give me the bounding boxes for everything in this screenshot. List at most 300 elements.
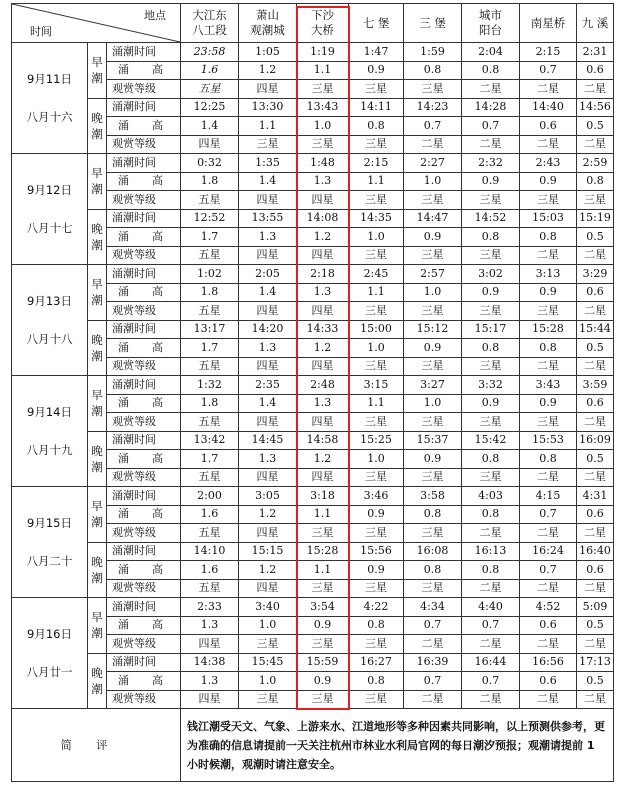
lunar-date: 八月廿一 bbox=[26, 665, 73, 679]
value-cell-time: 4:40 bbox=[462, 598, 520, 617]
value-cell-rating: 五星 bbox=[181, 302, 239, 321]
value-cell-height: 1.3 bbox=[239, 339, 297, 358]
tide-row-time bbox=[12, 542, 614, 561]
evening-tide-label bbox=[88, 98, 107, 154]
value-cell-time: 14:40 bbox=[520, 98, 577, 117]
tide-label-char: 潮 bbox=[91, 182, 103, 197]
value-cell-time: 15:00 bbox=[349, 320, 404, 339]
tide-label-char: 晚 bbox=[91, 665, 103, 680]
value-cell-rating: 二星 bbox=[462, 135, 520, 154]
value-cell-rating: 二星 bbox=[520, 357, 577, 376]
evening-tide-label bbox=[88, 209, 107, 265]
value-cell-rating: 四星 bbox=[297, 246, 349, 265]
value-cell-rating: 二星 bbox=[520, 80, 577, 99]
header-column-text: 九 溪 bbox=[581, 15, 609, 30]
value-cell-rating: 四星 bbox=[239, 524, 297, 543]
value-cell-rating: 三星 bbox=[349, 191, 404, 210]
value-cell-height: 0.8 bbox=[462, 505, 520, 524]
value-cell-time: 15:53 bbox=[520, 431, 577, 450]
value-cell-rating: 二星 bbox=[577, 468, 614, 487]
value-cell-rating: 四星 bbox=[239, 579, 297, 598]
date-gap bbox=[12, 198, 87, 220]
value-cell-time: 3:18 bbox=[297, 487, 349, 506]
header-column-text: 三 堡 bbox=[419, 15, 446, 30]
tide-label-char: 潮 bbox=[91, 459, 103, 474]
value-cell-height: 0.9 bbox=[520, 283, 577, 302]
value-cell-height: 0.7 bbox=[404, 672, 462, 691]
value-cell-rating: 四星 bbox=[239, 80, 297, 99]
lunar-date: 八月十八 bbox=[26, 332, 73, 346]
value-cell-height: 0.9 bbox=[349, 61, 404, 80]
value-cell-rating: 三星 bbox=[404, 191, 462, 210]
item-label-text: 高 bbox=[152, 562, 163, 576]
value-cell-time: 14:10 bbox=[181, 542, 239, 561]
solar-date: 9月16日 bbox=[27, 627, 72, 641]
value-cell-time: 2:32 bbox=[462, 154, 520, 173]
value-cell-height: 1.1 bbox=[239, 117, 297, 136]
date-gap bbox=[12, 531, 87, 553]
value-cell-height: 0.9 bbox=[404, 339, 462, 358]
value-cell-time: 2:15 bbox=[520, 43, 577, 62]
date-gap bbox=[12, 87, 87, 109]
value-cell-height: 0.8 bbox=[462, 450, 520, 469]
value-cell-height: 0.5 bbox=[577, 228, 614, 247]
value-cell-time: 2:18 bbox=[297, 265, 349, 284]
tide-table-container bbox=[11, 3, 613, 782]
header-time-label: 时间 bbox=[30, 25, 52, 38]
tide-label-char: 早 bbox=[91, 388, 103, 403]
value-cell-time: 15:42 bbox=[462, 431, 520, 450]
item-label-rating: 观赏等级 bbox=[107, 468, 181, 487]
value-cell-rating: 三星 bbox=[404, 468, 462, 487]
value-cell-height: 0.5 bbox=[577, 616, 614, 635]
value-cell-height: 0.8 bbox=[462, 61, 520, 80]
header-column-text: 下沙 bbox=[311, 8, 335, 22]
value-cell-height: 0.7 bbox=[520, 505, 577, 524]
date-cell bbox=[12, 43, 88, 154]
value-cell-rating: 二星 bbox=[577, 524, 614, 543]
tide-row-time bbox=[12, 598, 614, 617]
value-cell-rating: 二星 bbox=[577, 690, 614, 709]
tide-label-char: 潮 bbox=[91, 293, 103, 308]
value-cell-time: 14:38 bbox=[181, 653, 239, 672]
value-cell-rating: 二星 bbox=[520, 635, 577, 654]
value-cell-height: 1.1 bbox=[349, 283, 404, 302]
value-cell-time: 2:48 bbox=[297, 376, 349, 395]
header-column-text: 城市 bbox=[479, 8, 503, 22]
header-column-3 bbox=[297, 4, 349, 43]
date-gap bbox=[12, 309, 87, 331]
value-cell-rating: 三星 bbox=[404, 302, 462, 321]
value-cell-time: 14:45 bbox=[239, 431, 297, 450]
tide-label-char: 潮 bbox=[91, 126, 103, 141]
value-cell-rating: 三星 bbox=[349, 302, 404, 321]
value-cell-time: 15:28 bbox=[297, 542, 349, 561]
tide-label-char: 潮 bbox=[91, 626, 103, 641]
tide-label-char: 早 bbox=[91, 610, 103, 625]
tide-label-char: 潮 bbox=[91, 348, 103, 363]
value-cell-height: 0.7 bbox=[462, 616, 520, 635]
value-cell-rating: 四星 bbox=[239, 246, 297, 265]
value-cell-time: 13:30 bbox=[239, 98, 297, 117]
tide-forecast-table bbox=[11, 3, 614, 782]
value-cell-height: 1.8 bbox=[181, 394, 239, 413]
item-label-rating: 观赏等级 bbox=[107, 413, 181, 432]
item-label-text: 涌 bbox=[118, 63, 129, 77]
value-cell-height: 1.3 bbox=[297, 172, 349, 191]
value-cell-rating: 二星 bbox=[520, 690, 577, 709]
tide-label-char: 晚 bbox=[91, 221, 103, 236]
value-cell-rating: 三星 bbox=[520, 413, 577, 432]
value-cell-rating: 五星 bbox=[181, 468, 239, 487]
value-cell-time: 3:29 bbox=[577, 265, 614, 284]
value-cell-time: 15:37 bbox=[404, 431, 462, 450]
item-label-text: 涌 bbox=[118, 562, 129, 576]
item-label-time: 涌潮时间 bbox=[107, 653, 181, 672]
value-cell-time: 14:52 bbox=[462, 209, 520, 228]
value-cell-rating: 二星 bbox=[520, 246, 577, 265]
value-cell-height: 1.3 bbox=[239, 450, 297, 469]
item-label-text: 高 bbox=[152, 63, 163, 77]
value-cell-time: 3:54 bbox=[297, 598, 349, 617]
value-cell-rating: 三星 bbox=[404, 579, 462, 598]
value-cell-rating: 三星 bbox=[297, 80, 349, 99]
header-column-6 bbox=[462, 4, 520, 43]
value-cell-height: 1.4 bbox=[181, 117, 239, 136]
value-cell-height: 1.0 bbox=[349, 339, 404, 358]
item-label-text: 涌 bbox=[118, 174, 129, 188]
value-cell-rating: 三星 bbox=[349, 413, 404, 432]
value-cell-rating: 三星 bbox=[297, 690, 349, 709]
value-cell-height: 0.9 bbox=[404, 228, 462, 247]
tide-label-char: 潮 bbox=[91, 404, 103, 419]
value-cell-rating: 三星 bbox=[462, 246, 520, 265]
value-cell-time: 4:03 bbox=[462, 487, 520, 506]
value-cell-rating: 三星 bbox=[349, 690, 404, 709]
morning-tide-label bbox=[88, 376, 107, 432]
value-cell-height: 0.8 bbox=[349, 672, 404, 691]
value-cell-time: 13:17 bbox=[181, 320, 239, 339]
item-label-rating: 观赏等级 bbox=[107, 246, 181, 265]
value-cell-rating: 二星 bbox=[520, 524, 577, 543]
table-body bbox=[12, 4, 614, 782]
header-column-text: 七 堡 bbox=[362, 15, 390, 30]
value-cell-rating: 三星 bbox=[239, 135, 297, 154]
value-cell-time: 16:13 bbox=[462, 542, 520, 561]
value-cell-time: 3:59 bbox=[577, 376, 614, 395]
value-cell-time: 15:15 bbox=[239, 542, 297, 561]
item-label-rating: 观赏等级 bbox=[107, 302, 181, 321]
value-cell-time: 16:39 bbox=[404, 653, 462, 672]
header-column-text: 八工段 bbox=[192, 23, 227, 37]
value-cell-height: 0.5 bbox=[577, 117, 614, 136]
value-cell-rating: 四星 bbox=[297, 468, 349, 487]
value-cell-height: 0.6 bbox=[520, 616, 577, 635]
value-cell-rating: 二星 bbox=[577, 579, 614, 598]
value-cell-height: 1.1 bbox=[297, 61, 349, 80]
item-label-time: 涌潮时间 bbox=[107, 598, 181, 617]
value-cell-time: 2:45 bbox=[349, 265, 404, 284]
value-cell-height: 1.8 bbox=[181, 172, 239, 191]
value-cell-time: 2:35 bbox=[239, 376, 297, 395]
value-cell-rating: 三星 bbox=[239, 635, 297, 654]
value-cell-time: 4:15 bbox=[520, 487, 577, 506]
value-cell-rating: 三星 bbox=[462, 191, 520, 210]
value-cell-height: 0.8 bbox=[520, 228, 577, 247]
value-cell-height: 0.6 bbox=[520, 672, 577, 691]
item-label-rating: 观赏等级 bbox=[107, 135, 181, 154]
header-corner bbox=[12, 4, 181, 43]
item-label-height bbox=[107, 450, 181, 469]
value-cell-time: 3:43 bbox=[520, 376, 577, 395]
value-cell-time: 14:35 bbox=[349, 209, 404, 228]
value-cell-time: 4:31 bbox=[577, 487, 614, 506]
value-cell-height: 1.6 bbox=[181, 561, 239, 580]
value-cell-time: 2:31 bbox=[577, 43, 614, 62]
value-cell-time: 3:05 bbox=[239, 487, 297, 506]
value-cell-rating: 五星 bbox=[181, 413, 239, 432]
value-cell-time: 15:12 bbox=[404, 320, 462, 339]
value-cell-rating: 五星 bbox=[181, 357, 239, 376]
item-label-text: 涌 bbox=[118, 396, 129, 410]
item-label-text: 高 bbox=[152, 340, 163, 354]
item-label-time: 涌潮时间 bbox=[107, 376, 181, 395]
value-cell-height: 1.4 bbox=[239, 394, 297, 413]
evening-tide-label bbox=[88, 653, 107, 709]
value-cell-height: 0.7 bbox=[404, 117, 462, 136]
item-label-text: 高 bbox=[152, 285, 163, 299]
item-label-rating: 观赏等级 bbox=[107, 191, 181, 210]
value-cell-height: 0.8 bbox=[349, 616, 404, 635]
header-column-2 bbox=[239, 4, 297, 43]
value-cell-height: 1.4 bbox=[239, 283, 297, 302]
value-cell-rating: 三星 bbox=[349, 468, 404, 487]
value-cell-rating: 三星 bbox=[462, 413, 520, 432]
value-cell-rating: 二星 bbox=[462, 524, 520, 543]
value-cell-rating: 三星 bbox=[349, 80, 404, 99]
value-cell-rating: 三星 bbox=[349, 635, 404, 654]
value-cell-rating: 三星 bbox=[297, 635, 349, 654]
header-column-text: 萧山 bbox=[256, 8, 280, 22]
value-cell-height: 0.9 bbox=[520, 394, 577, 413]
value-cell-time: 23:58 bbox=[181, 43, 239, 62]
value-cell-height: 0.9 bbox=[404, 450, 462, 469]
value-cell-rating: 四星 bbox=[181, 690, 239, 709]
date-cell bbox=[12, 154, 88, 265]
value-cell-rating: 四星 bbox=[239, 468, 297, 487]
value-cell-height: 0.8 bbox=[577, 172, 614, 191]
value-cell-time: 15:03 bbox=[520, 209, 577, 228]
item-label-height bbox=[107, 616, 181, 635]
value-cell-height: 1.7 bbox=[181, 450, 239, 469]
tide-label-char: 晚 bbox=[91, 443, 103, 458]
value-cell-rating: 三星 bbox=[297, 524, 349, 543]
item-label-text: 涌 bbox=[118, 673, 129, 687]
header-column-text: 阳台 bbox=[479, 23, 503, 37]
value-cell-height: 1.2 bbox=[239, 505, 297, 524]
item-label-text: 涌 bbox=[118, 451, 129, 465]
value-cell-rating: 三星 bbox=[297, 135, 349, 154]
value-cell-rating: 二星 bbox=[404, 135, 462, 154]
value-cell-height: 1.3 bbox=[181, 616, 239, 635]
value-cell-height: 1.1 bbox=[349, 394, 404, 413]
value-cell-rating: 五星 bbox=[181, 246, 239, 265]
value-cell-rating: 二星 bbox=[404, 690, 462, 709]
tide-row-time bbox=[12, 653, 614, 672]
value-cell-time: 2:43 bbox=[520, 154, 577, 173]
value-cell-time: 15:59 bbox=[297, 653, 349, 672]
item-label-text: 涌 bbox=[118, 118, 129, 132]
value-cell-time: 12:52 bbox=[181, 209, 239, 228]
value-cell-rating: 三星 bbox=[462, 468, 520, 487]
item-label-text: 高 bbox=[152, 507, 163, 521]
header-column-text: 大江东 bbox=[192, 8, 227, 22]
date-cell bbox=[12, 598, 88, 709]
value-cell-rating: 三星 bbox=[349, 524, 404, 543]
value-cell-time: 3:27 bbox=[404, 376, 462, 395]
value-cell-rating: 三星 bbox=[577, 191, 614, 210]
value-cell-height: 1.3 bbox=[239, 228, 297, 247]
tide-label-char: 潮 bbox=[91, 570, 103, 585]
value-cell-rating: 四星 bbox=[297, 413, 349, 432]
value-cell-time: 14:33 bbox=[297, 320, 349, 339]
value-cell-height: 0.8 bbox=[404, 61, 462, 80]
value-cell-height: 1.0 bbox=[404, 283, 462, 302]
morning-tide-label bbox=[88, 487, 107, 543]
value-cell-rating: 二星 bbox=[577, 80, 614, 99]
value-cell-height: 0.6 bbox=[577, 561, 614, 580]
value-cell-time: 14:23 bbox=[404, 98, 462, 117]
value-cell-height: 0.7 bbox=[520, 561, 577, 580]
tide-label-char: 早 bbox=[91, 499, 103, 514]
value-cell-time: 2:57 bbox=[404, 265, 462, 284]
value-cell-rating: 五星 bbox=[181, 524, 239, 543]
value-cell-time: 1:19 bbox=[297, 43, 349, 62]
item-label-text: 高 bbox=[152, 396, 163, 410]
tide-row-time bbox=[12, 320, 614, 339]
value-cell-rating: 二星 bbox=[462, 579, 520, 598]
item-label-text: 涌 bbox=[118, 507, 129, 521]
tide-label-char: 早 bbox=[91, 166, 103, 181]
item-label-rating: 观赏等级 bbox=[107, 80, 181, 99]
value-cell-time: 15:45 bbox=[239, 653, 297, 672]
value-cell-height: 1.7 bbox=[181, 339, 239, 358]
value-cell-height: 1.0 bbox=[349, 450, 404, 469]
value-cell-rating: 二星 bbox=[577, 357, 614, 376]
value-cell-time: 14:47 bbox=[404, 209, 462, 228]
value-cell-rating: 三星 bbox=[404, 413, 462, 432]
tide-label-char: 潮 bbox=[91, 71, 103, 86]
value-cell-rating: 三星 bbox=[404, 246, 462, 265]
value-cell-time: 1:05 bbox=[239, 43, 297, 62]
value-cell-time: 1:59 bbox=[404, 43, 462, 62]
value-cell-height: 1.1 bbox=[297, 505, 349, 524]
value-cell-time: 1:02 bbox=[181, 265, 239, 284]
value-cell-height: 1.7 bbox=[181, 228, 239, 247]
solar-date: 9月14日 bbox=[27, 405, 72, 419]
summary-row bbox=[12, 709, 614, 782]
value-cell-time: 3:46 bbox=[349, 487, 404, 506]
value-cell-rating: 三星 bbox=[349, 246, 404, 265]
value-cell-height: 1.4 bbox=[239, 172, 297, 191]
lunar-date: 八月十七 bbox=[26, 221, 73, 235]
value-cell-height: 0.7 bbox=[462, 117, 520, 136]
value-cell-rating: 四星 bbox=[297, 302, 349, 321]
value-cell-time: 16:27 bbox=[349, 653, 404, 672]
value-cell-time: 15:19 bbox=[577, 209, 614, 228]
value-cell-height: 0.9 bbox=[297, 616, 349, 635]
value-cell-time: 16:09 bbox=[577, 431, 614, 450]
morning-tide-label bbox=[88, 265, 107, 321]
header-location-label: 地点 bbox=[144, 9, 167, 22]
value-cell-height: 0.9 bbox=[462, 394, 520, 413]
value-cell-time: 0:32 bbox=[181, 154, 239, 173]
value-cell-height: 0.8 bbox=[462, 228, 520, 247]
value-cell-time: 5:09 bbox=[577, 598, 614, 617]
value-cell-height: 1.2 bbox=[297, 228, 349, 247]
item-label-rating: 观赏等级 bbox=[107, 357, 181, 376]
value-cell-height: 1.8 bbox=[181, 283, 239, 302]
value-cell-time: 1:35 bbox=[239, 154, 297, 173]
header-column-text: 观潮城 bbox=[250, 23, 285, 37]
header-column-1 bbox=[181, 4, 239, 43]
value-cell-rating: 三星 bbox=[520, 191, 577, 210]
item-label-text: 高 bbox=[152, 673, 163, 687]
value-cell-time: 16:24 bbox=[520, 542, 577, 561]
value-cell-time: 16:44 bbox=[462, 653, 520, 672]
value-cell-time: 3:13 bbox=[520, 265, 577, 284]
value-cell-time: 3:40 bbox=[239, 598, 297, 617]
tide-label-char: 晚 bbox=[91, 554, 103, 569]
lunar-date: 八月十九 bbox=[26, 443, 73, 457]
header-column-7 bbox=[520, 4, 577, 43]
value-cell-height: 0.8 bbox=[349, 117, 404, 136]
value-cell-height: 0.6 bbox=[577, 61, 614, 80]
item-label-text: 涌 bbox=[118, 340, 129, 354]
evening-tide-label bbox=[88, 320, 107, 376]
value-cell-time: 3:58 bbox=[404, 487, 462, 506]
value-cell-time: 2:15 bbox=[349, 154, 404, 173]
value-cell-time: 16:08 bbox=[404, 542, 462, 561]
value-cell-height: 0.5 bbox=[577, 672, 614, 691]
value-cell-time: 2:27 bbox=[404, 154, 462, 173]
morning-tide-label bbox=[88, 154, 107, 210]
value-cell-time: 2:00 bbox=[181, 487, 239, 506]
item-label-text: 涌 bbox=[118, 229, 129, 243]
value-cell-time: 14:28 bbox=[462, 98, 520, 117]
value-cell-height: 0.5 bbox=[577, 339, 614, 358]
value-cell-time: 17:13 bbox=[577, 653, 614, 672]
evening-tide-label bbox=[88, 542, 107, 598]
item-label-time: 涌潮时间 bbox=[107, 431, 181, 450]
value-cell-rating: 五星 bbox=[181, 579, 239, 598]
value-cell-rating: 二星 bbox=[462, 690, 520, 709]
value-cell-height: 0.9 bbox=[349, 505, 404, 524]
item-label-text: 高 bbox=[152, 229, 163, 243]
item-label-height bbox=[107, 339, 181, 358]
tide-label-char: 晚 bbox=[91, 332, 103, 347]
value-cell-height: 1.0 bbox=[404, 172, 462, 191]
value-cell-rating: 三星 bbox=[404, 80, 462, 99]
item-label-height bbox=[107, 172, 181, 191]
tide-label-char: 潮 bbox=[91, 237, 103, 252]
item-label-height bbox=[107, 117, 181, 136]
date-cell bbox=[12, 265, 88, 376]
tide-row-time bbox=[12, 98, 614, 117]
value-cell-time: 4:34 bbox=[404, 598, 462, 617]
value-cell-time: 3:15 bbox=[349, 376, 404, 395]
value-cell-time: 15:17 bbox=[462, 320, 520, 339]
